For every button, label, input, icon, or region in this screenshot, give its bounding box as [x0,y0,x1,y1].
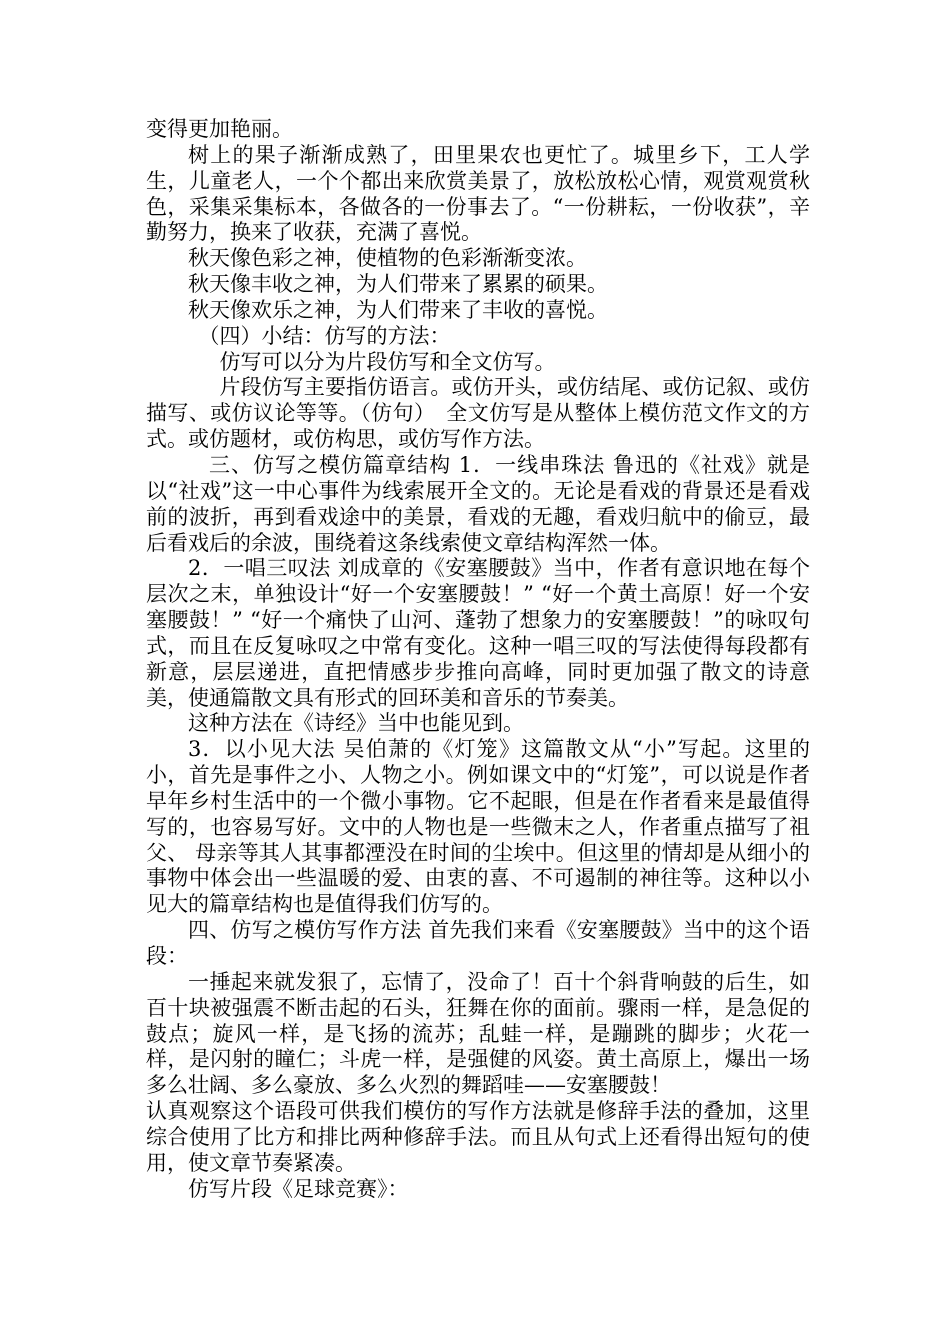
paragraph-4: 秋天像丰收之神，为人们带来了累累的硕果。 [188,272,608,297]
paragraph-3: 秋天像色彩之神，使植物的色彩渐渐变浓。 [188,246,587,271]
paragraph-2: 树上的果子渐渐成熟了，田里果农也更忙了。城里乡下，工人学生，儿童老人，一个个都出来欣赏美景了，放松放松心情，观赏观赏秋色，采集采集标本，各做各的一份事去了。“一份耕耘，一份收获”，辛勤努力，换来了收获，充满了喜悦。 [146,142,810,245]
paragraph-16: 仿写片段《足球竞赛》： [188,1176,409,1201]
paragraph-9: 三、仿写之模仿篇章结构 1．一线串珠法 鲁迅的《社戏》就是以“社戏”这一中心事件为线索展开全文的。无论是看戏的背景还是看戏前的波折，再到看戏途中的美景，看戏的无趣，看戏归航中的偷豆，最后看戏后的余波，围绕着这条线索使文章结构浑然一体。 [146,452,810,555]
paragraph-15: 认真观察这个语段可供我们模仿的写作方法就是修辞手法的叠加，这里综合使用了比方和排比两种修辞手法。而且从句式上还看得出短句的使用，使文章节奏紧凑。 [146,1099,810,1175]
paragraph-10: 2．一唱三叹法 刘成章的《安塞腰鼓》当中，作者有意识地在每个层次之末，单独设计“好一个安塞腰鼓！” “好一个黄土高原！好一个安塞腰鼓！” “好一个痛快了山河、蓬勃了想象力的安塞腰鼓！”的咏叹句式，而且在反复咏叹之中常有变化。这种一唱三叹的写法使得每段都有新意，层层递进，直把情感步步推向高峰，同时更加强了散文的诗意美，使通篇散文具有形式的回环美和音乐的节奏美。 [146,556,810,710]
paragraph-5: 秋天像欢乐之神，为人们带来了丰收的喜悦。 [188,297,608,322]
paragraph-12: 3．以小见大法 吴伯萧的《灯笼》这篇散文从“小”写起。这里的小，首先是事件之小、人物之小。例如课文中的“灯笼”，可以说是作者早年乡村生活中的一个微小事物。它不起眼，但是在作者看来是最值得写的，也容易写好。文中的人物也是一些微末之人，作者重点描写了祖父、 母亲等其人其事都湮没在时间的尘埃中。但这里的情却是从细小的事物中体会出一些温暖的爱、由衷的喜、不可遏制的神往等。这种以小见大的篇章结构也是值得我们仿写的。 [146,737,810,917]
document-body [146,117,810,1202]
paragraph-1: 变得更加艳丽。 [146,117,293,141]
paragraph-7: 仿写可以分为片段仿写和全文仿写。 [219,349,556,374]
paragraph-13: 四、仿写之模仿写作方法 首先我们来看《安塞腰鼓》当中的这个语段： [146,918,810,968]
paragraph-14: 一捶起来就发狠了，忘情了，没命了！百十个斜背响鼓的后生，如百十块被强震不断击起的石头，狂舞在你的面前。骤雨一样，是急促的鼓点；旋风一样，是飞扬的流苏；乱蛙一样，是蹦跳的脚步；火花一样，是闪射的瞳仁；斗虎一样，是强健的风姿。黄土高原上，爆出一场多么壮阔、多么豪放、多么火烈的舞蹈哇——安塞腰鼓！ [146,969,810,1098]
paragraph-8: 片段仿写主要指仿语言。或仿开头，或仿结尾、或仿记叙、或仿描写、或仿议论等等。（仿句） 全文仿写是从整体上模仿范文作文的方式。或仿题材，或仿构思，或仿写作方法。 [146,375,810,452]
paragraph-6-heading: （四）小结：仿写的方法： [198,323,451,348]
paragraph-11: 这种方法在《诗经》当中也能见到。 [188,711,524,736]
